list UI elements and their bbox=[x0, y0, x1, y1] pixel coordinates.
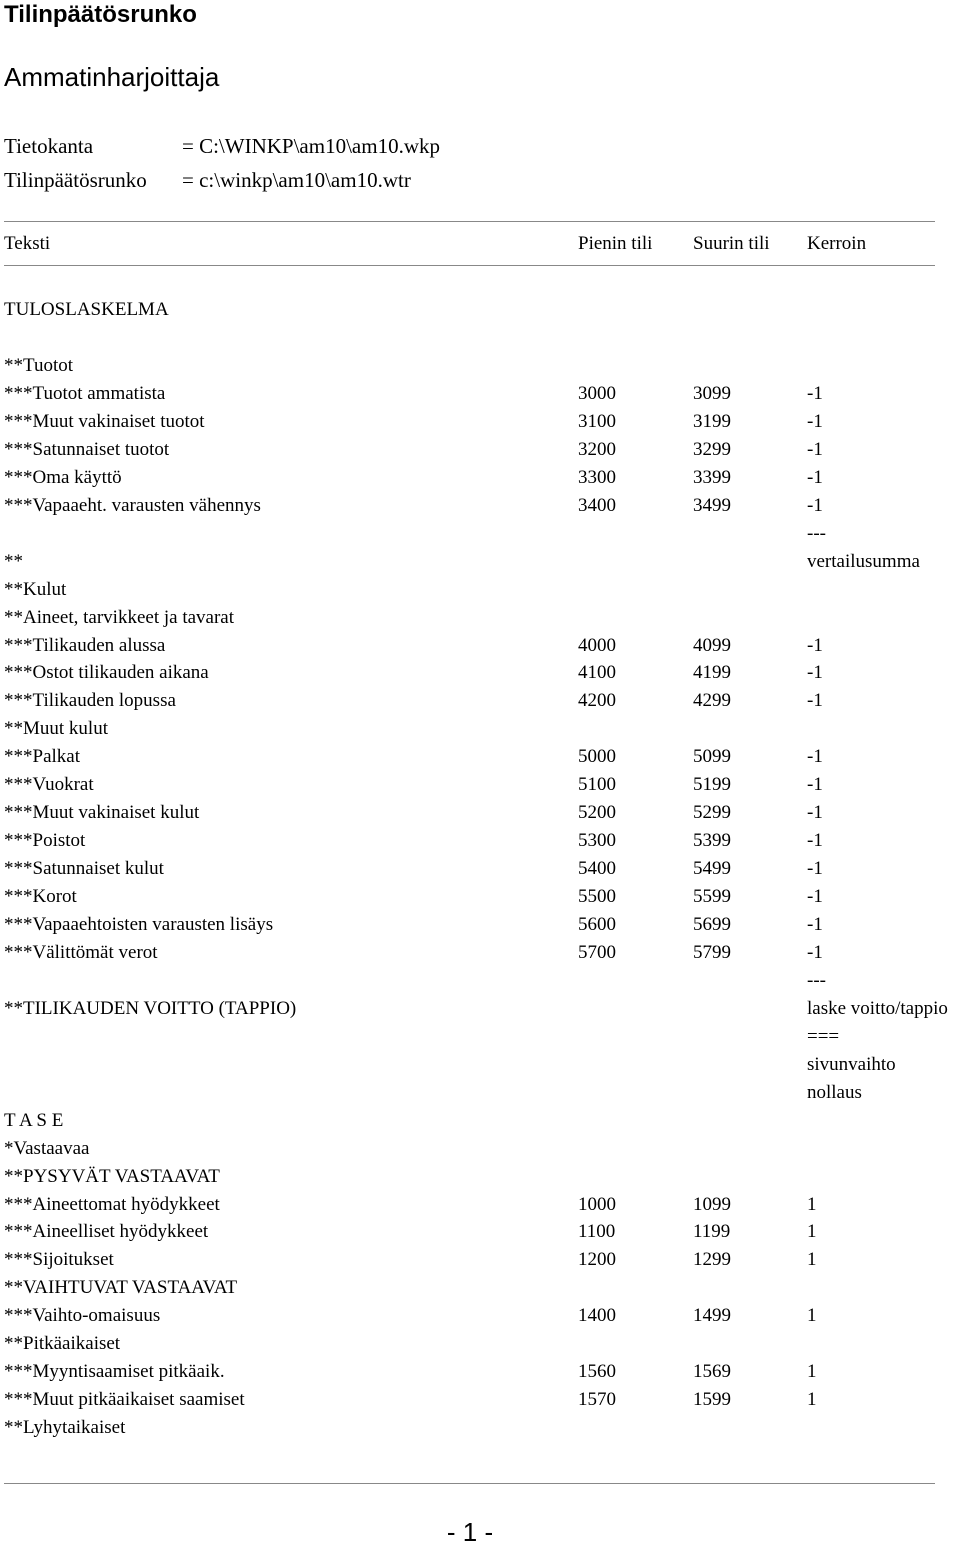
row-min-account: 4200 bbox=[578, 690, 616, 712]
row-max-account: 5699 bbox=[693, 914, 731, 935]
row-text: ***Tilikauden lopussa bbox=[4, 690, 176, 712]
row-factor: -1 bbox=[807, 634, 823, 656]
row-factor: -1 bbox=[807, 941, 823, 963]
row-text: ***Satunnaiset tuotot bbox=[4, 438, 170, 460]
row-min-account: 1200 bbox=[578, 1249, 616, 1271]
row-text: ***Vapaaeht. varausten vähennys bbox=[4, 494, 261, 516]
row-text: **Aineet, tarvikkeet ja tavarat bbox=[4, 606, 235, 628]
table-row bbox=[0, 746, 960, 774]
row-factor: -1 bbox=[807, 830, 823, 852]
table-row bbox=[0, 551, 960, 579]
table-row bbox=[0, 970, 960, 998]
table-row bbox=[0, 942, 960, 970]
row-max-account: 1199 bbox=[693, 1221, 731, 1243]
info-label: Tilinpäätösrunko bbox=[4, 168, 147, 192]
row-min-account: 5100 bbox=[578, 774, 616, 796]
table-row bbox=[0, 1305, 960, 1333]
row-text: ***Aineelliset hyödykkeet bbox=[4, 1221, 209, 1243]
table-row bbox=[0, 1026, 960, 1054]
column-header-factor: Kerroin bbox=[807, 233, 867, 254]
row-min-account: 3000 bbox=[578, 382, 616, 404]
row-min-account: 5400 bbox=[578, 858, 616, 880]
row-factor: 1 bbox=[807, 1305, 817, 1327]
row-text: ***Vuokrat bbox=[4, 774, 94, 796]
row-text: ** bbox=[4, 550, 23, 572]
row-min-account: 4100 bbox=[578, 662, 616, 684]
row-text: **Muut kulut bbox=[4, 718, 108, 740]
row-min-account: 5700 bbox=[578, 941, 616, 963]
table-row bbox=[0, 1361, 960, 1389]
table-row bbox=[0, 1194, 960, 1222]
row-min-account: 1000 bbox=[578, 1193, 616, 1215]
row-max-account: 5599 bbox=[693, 886, 731, 908]
row-text: **Pitkäaikaiset bbox=[4, 1333, 121, 1355]
row-factor: -1 bbox=[807, 914, 823, 935]
row-factor: -1 bbox=[807, 438, 823, 460]
row-min-account: 1570 bbox=[578, 1389, 616, 1411]
row-factor: -1 bbox=[807, 746, 823, 768]
row-factor: --- bbox=[807, 522, 826, 544]
row-max-account: 5199 bbox=[693, 774, 731, 796]
row-min-account: 3100 bbox=[578, 410, 616, 432]
row-min-account: 4000 bbox=[578, 634, 616, 656]
row-min-account: 5000 bbox=[578, 746, 616, 768]
document-title: Tilinpäätösrunko bbox=[4, 1, 197, 28]
document-subtitle: Ammatinharjoittaja bbox=[4, 62, 220, 92]
table-row bbox=[0, 1054, 960, 1082]
table-row bbox=[0, 635, 960, 663]
table-row bbox=[0, 998, 960, 1026]
table-row bbox=[0, 802, 960, 830]
table-row bbox=[0, 607, 960, 635]
row-max-account: 3399 bbox=[693, 466, 731, 488]
row-factor: 1 bbox=[807, 1389, 817, 1411]
row-factor: 1 bbox=[807, 1249, 817, 1271]
row-text: ***Tilikauden alussa bbox=[4, 634, 166, 656]
row-max-account: 1099 bbox=[693, 1193, 731, 1215]
row-factor: laske voitto/tappio bbox=[807, 997, 948, 1019]
row-max-account: 1569 bbox=[693, 1361, 731, 1383]
table-row bbox=[0, 1166, 960, 1194]
row-text: ***Palkat bbox=[4, 746, 80, 768]
row-factor: -1 bbox=[807, 494, 823, 516]
row-min-account: 5600 bbox=[578, 914, 616, 935]
row-max-account: 5399 bbox=[693, 830, 731, 852]
row-max-account: 1299 bbox=[693, 1249, 731, 1271]
table-row bbox=[0, 1277, 960, 1305]
table-row bbox=[0, 383, 960, 411]
column-header-min: Pienin tili bbox=[578, 233, 653, 254]
row-max-account: 5799 bbox=[693, 941, 731, 963]
row-text: *Vastaavaa bbox=[4, 1137, 90, 1159]
row-text: ***Välittömät verot bbox=[4, 941, 158, 963]
row-text: ***Korot bbox=[4, 886, 77, 908]
table-row bbox=[0, 355, 960, 383]
row-max-account: 4099 bbox=[693, 634, 731, 656]
row-factor: 1 bbox=[807, 1193, 817, 1215]
row-text: ***Vaihto-omaisuus bbox=[4, 1305, 161, 1327]
row-text: ***Sijoitukset bbox=[4, 1249, 114, 1271]
row-max-account: 5299 bbox=[693, 802, 731, 824]
row-factor: -1 bbox=[807, 466, 823, 488]
column-header-max: Suurin tili bbox=[693, 233, 770, 254]
row-text: ***Tuotot ammatista bbox=[4, 382, 166, 404]
row-factor: 1 bbox=[807, 1221, 817, 1243]
row-min-account: 1560 bbox=[578, 1361, 616, 1383]
row-text: ***Oma käyttö bbox=[4, 466, 122, 488]
table-row bbox=[0, 774, 960, 802]
row-text: **PYSYVÄT VASTAAVAT bbox=[4, 1165, 220, 1187]
info-value: = C:\WINKP\am10\am10.wkp bbox=[182, 134, 440, 158]
page-number: - 1 - bbox=[446, 1517, 494, 1547]
table-row bbox=[0, 886, 960, 914]
row-max-account: 3299 bbox=[693, 438, 731, 460]
row-min-account: 5300 bbox=[578, 830, 616, 852]
table-row bbox=[0, 662, 960, 690]
table-row bbox=[0, 1221, 960, 1249]
table-row bbox=[0, 1110, 960, 1138]
row-text: ***Muut vakinaiset kulut bbox=[4, 802, 200, 824]
table-row bbox=[0, 467, 960, 495]
table-row bbox=[0, 858, 960, 886]
table-row bbox=[0, 1249, 960, 1277]
table-row bbox=[0, 495, 960, 523]
row-min-account: 3300 bbox=[578, 466, 616, 488]
row-text: ***Poistot bbox=[4, 830, 86, 852]
row-max-account: 5099 bbox=[693, 746, 731, 768]
row-factor: --- bbox=[807, 969, 826, 991]
table-row bbox=[0, 690, 960, 718]
table-row bbox=[0, 1417, 960, 1445]
row-text: ***Ostot tilikauden aikana bbox=[4, 662, 209, 684]
row-factor: === bbox=[807, 1025, 840, 1047]
row-text: ***Muut vakinaiset tuotot bbox=[4, 410, 205, 432]
row-max-account: 3199 bbox=[693, 410, 731, 432]
row-min-account: 1100 bbox=[578, 1221, 616, 1243]
row-factor: sivunvaihto bbox=[807, 1053, 896, 1075]
row-text: **Lyhytaikaiset bbox=[4, 1417, 126, 1439]
row-text: **VAIHTUVAT VASTAAVAT bbox=[4, 1277, 238, 1299]
row-min-account: 5200 bbox=[578, 802, 616, 824]
row-max-account: 3499 bbox=[693, 494, 731, 516]
row-text: ***Myyntisaamiset pitkäaik. bbox=[4, 1361, 225, 1383]
info-value: = c:\winkp\am10\am10.wtr bbox=[182, 168, 411, 192]
info-label: Tietokanta bbox=[4, 134, 94, 158]
row-factor: nollaus bbox=[807, 1081, 862, 1103]
header-top-rule bbox=[4, 221, 935, 222]
row-factor: -1 bbox=[807, 774, 823, 796]
row-max-account: 1599 bbox=[693, 1389, 731, 1411]
row-factor: 1 bbox=[807, 1361, 817, 1383]
row-factor: -1 bbox=[807, 382, 823, 404]
table-row bbox=[0, 439, 960, 467]
row-min-account: 5500 bbox=[578, 886, 616, 908]
row-factor: -1 bbox=[807, 410, 823, 432]
table-row bbox=[0, 830, 960, 858]
table-row bbox=[0, 1389, 960, 1417]
row-text: **Tuotot bbox=[4, 355, 73, 376]
row-text: **Kulut bbox=[4, 578, 67, 600]
row-min-account: 1400 bbox=[578, 1305, 616, 1327]
row-max-account: 3099 bbox=[693, 382, 731, 404]
row-text: T A S E bbox=[4, 1109, 64, 1131]
footer-rule bbox=[4, 1483, 935, 1484]
row-factor: -1 bbox=[807, 662, 823, 684]
row-min-account: 3400 bbox=[578, 494, 616, 516]
row-factor: -1 bbox=[807, 886, 823, 908]
section-title: TULOSLASKELMA bbox=[4, 299, 169, 320]
table-row bbox=[0, 1333, 960, 1361]
row-text: ***Vapaaehtoisten varausten lisäys bbox=[4, 914, 274, 935]
table-row bbox=[0, 1082, 960, 1110]
row-text: ***Muut pitkäaikaiset saamiset bbox=[4, 1389, 245, 1411]
table-row bbox=[0, 1138, 960, 1166]
row-text: **TILIKAUDEN VOITTO (TAPPIO) bbox=[4, 997, 297, 1019]
row-min-account: 3200 bbox=[578, 438, 616, 460]
row-factor: vertailusumma bbox=[807, 550, 920, 572]
column-header-text: Teksti bbox=[4, 233, 51, 254]
row-text: ***Aineettomat hyödykkeet bbox=[4, 1193, 220, 1215]
row-factor: -1 bbox=[807, 690, 823, 712]
table-row bbox=[0, 411, 960, 439]
table-row bbox=[0, 718, 960, 746]
row-factor: -1 bbox=[807, 802, 823, 824]
row-max-account: 5499 bbox=[693, 858, 731, 880]
table-row bbox=[0, 579, 960, 607]
row-text: ***Satunnaiset kulut bbox=[4, 858, 164, 880]
row-max-account: 4199 bbox=[693, 662, 731, 684]
row-factor: -1 bbox=[807, 858, 823, 880]
row-max-account: 4299 bbox=[693, 690, 731, 712]
table-row bbox=[0, 914, 960, 942]
table-row bbox=[0, 523, 960, 551]
row-max-account: 1499 bbox=[693, 1305, 731, 1327]
header-bottom-rule bbox=[4, 265, 935, 266]
